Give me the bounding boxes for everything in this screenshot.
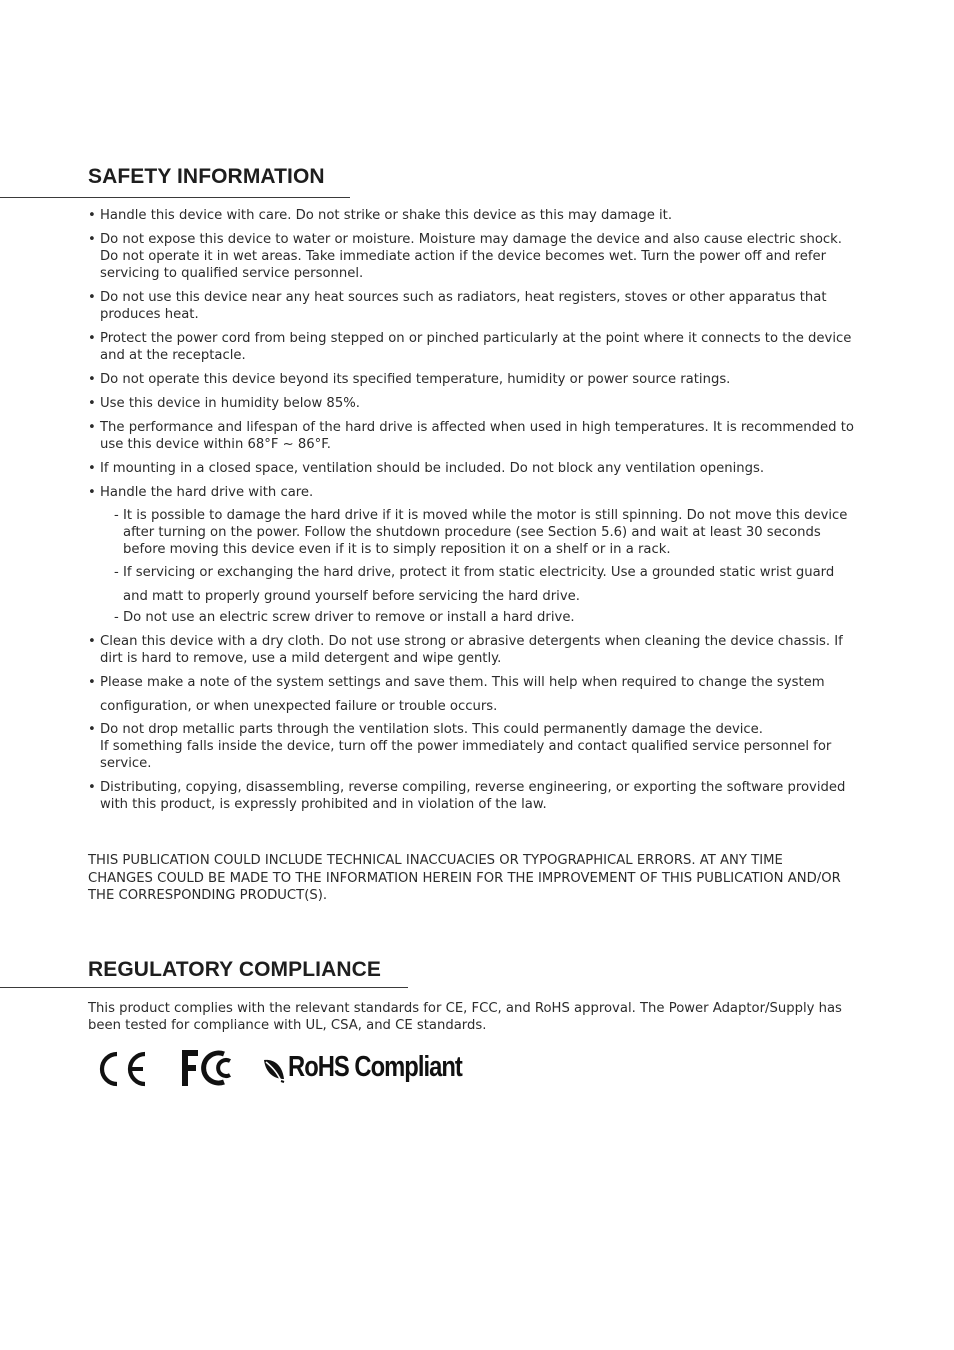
ce-mark-icon [95, 1050, 151, 1088]
safety-title-rule [0, 197, 350, 198]
compliance-text: This product complies with the relevant standards for CE, FCC, and RoHS approval. The Power Adaptor/Supply has been tested for compliance with UL, CSA, and CE standards. [88, 1001, 842, 1033]
regulatory-title: REGULATORY COMPLIANCE [88, 958, 382, 981]
rohs-compliant-label: RoHS Compliant [288, 1051, 462, 1083]
list-item-ventilation [88, 721, 863, 772]
publication-notice: THIS PUBLICATION COULD INCLUDE TECHNICAL INACCUACIES OR TYPOGRAPHICAL ERRORS. AT ANY TIME CHANGES COULD BE MADE TO THE INFORMATION HEREIN FOR THE IMPROVEMENT OF THIS PUBLICATION AND/OR THE CORRESPONDING PRODUCT(S). [88, 853, 841, 903]
sub-list-item: - Do not use an electric screw driver to remove or install a hard drive. [114, 609, 863, 626]
list-item: • Distributing, copying, disassembling, reverse compiling, reverse engineering, or exporting the software provided with this product, is expressly prohibited and in violation of the law. [88, 779, 863, 813]
list-item-text-continued: If something falls inside the device, turn off the power immediately and contact qualified service personnel for service. [100, 739, 832, 771]
hard-drive-sublist [114, 507, 863, 626]
sub-list-item: - If servicing or exchanging the hard drive, protect it from static electricity. Use a grounded static wrist guard and matt to properly ground yourself before servicing the hard drive. [114, 561, 863, 609]
rohs-leaf-icon [262, 1057, 286, 1083]
list-item: • Clean this device with a dry cloth. Do not use strong or abrasive detergents when cleaning the device chassis. If dirt is hard to remove, use a mild detergent and wipe gently. [88, 633, 863, 667]
sub-list-item: - It is possible to damage the hard drive if it is moved while the motor is still spinning. Do not move this device after turning on the power. Follow the shutdown procedure (see Section 5.6) and wait at least 30 seconds before moving this device even if it is to simply reposition it on a shelf or in a rack. [114, 507, 863, 558]
list-item: • Please make a note of the system settings and save them. This will help when required to change the system configuration, or when unexpected failure or trouble occurs. [88, 671, 863, 719]
list-item-text: Do not drop metallic parts through the ventilation slots. This could permanently damage the device. [100, 722, 763, 737]
list-item: • Use this device in humidity below 85%. [88, 395, 863, 412]
list-item: • If mounting in a closed space, ventilation should be included. Do not block any ventilation openings. [88, 460, 863, 477]
list-item: • Do not operate this device beyond its specified temperature, humidity or power source ratings. [88, 371, 863, 388]
list-item: • Do not use this device near any heat sources such as radiators, heat registers, stoves or other apparatus that produces heat. [88, 289, 863, 323]
fcc-logo-icon [180, 1048, 238, 1088]
list-item: • The performance and lifespan of the hard drive is affected when used in high temperatures. It is recommended to use this device within 68°F ~ 86°F. [88, 419, 863, 453]
regulatory-title-rule [0, 987, 408, 988]
list-item-text: Handle the hard drive with care. [100, 485, 314, 500]
list-item-hard-drive [88, 484, 863, 626]
list-item: • Handle this device with care. Do not strike or shake this device as this may damage it. [88, 207, 863, 224]
safety-list [88, 207, 863, 820]
list-item: • Do not expose this device to water or moisture. Moisture may damage the device and also cause electric shock. Do not operate it in wet areas. Take immediate action if the device becomes wet. Turn the power off and refer servicing to qualified service personnel. [88, 231, 863, 282]
safety-title: SAFETY INFORMATION [88, 165, 325, 188]
list-item: • Protect the power cord from being stepped on or pinched particularly at the point where it connects to the device and at the receptacle. [88, 330, 863, 364]
